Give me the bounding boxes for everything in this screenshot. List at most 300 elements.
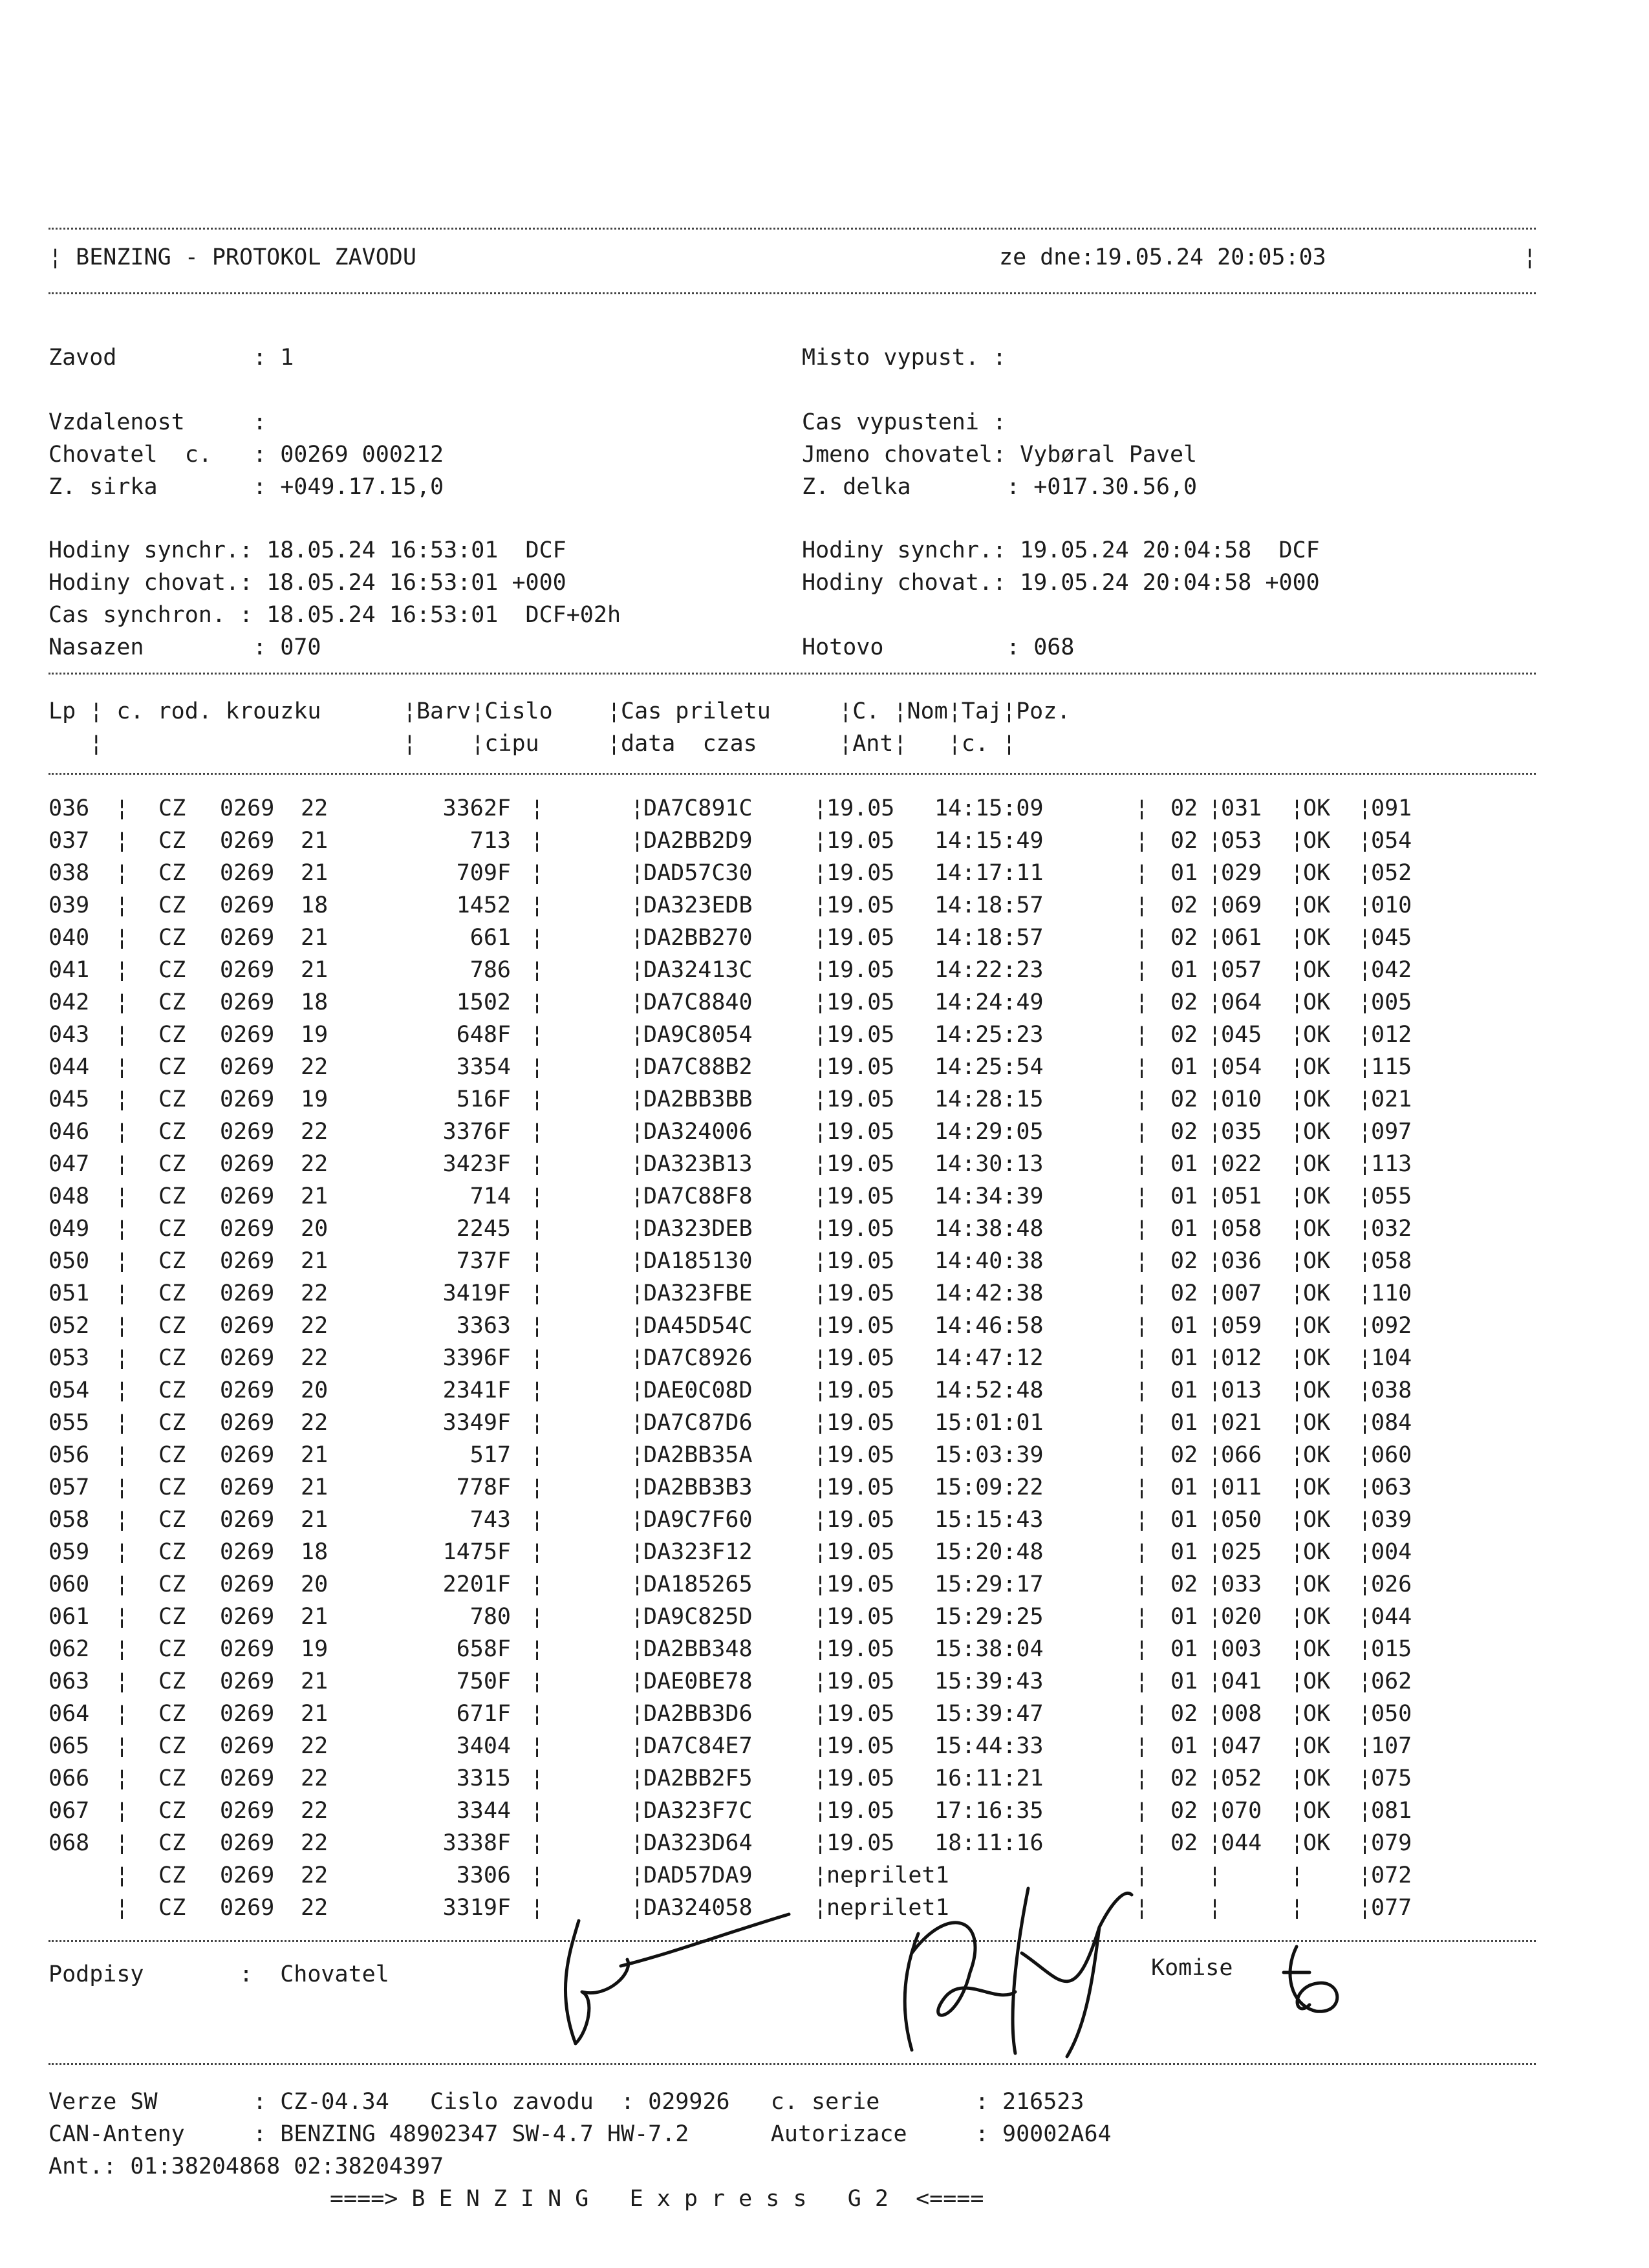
- column-separator: ¦: [1135, 1604, 1149, 1630]
- cell-club: 0269: [220, 1733, 275, 1759]
- cell-ant: 01: [1170, 1345, 1198, 1371]
- cell-club: 0269: [220, 1410, 275, 1436]
- cell-club: 0269: [220, 1539, 275, 1565]
- cell-ant: 01: [1170, 1054, 1198, 1080]
- cell-poz: 063: [1371, 1474, 1412, 1500]
- cell-date: 19.05: [826, 860, 895, 886]
- cell-poz: 072: [1371, 1863, 1412, 1888]
- column-separator: ¦: [1358, 1669, 1372, 1694]
- cell-date: 19.05: [826, 1669, 895, 1694]
- column-separator: ¦: [530, 1248, 544, 1274]
- cell-chip: DA45D54C: [643, 1313, 753, 1339]
- column-separator: ¦: [1135, 1830, 1149, 1856]
- column-separator: ¦: [1135, 1669, 1149, 1694]
- finished-count: Hotovo : 068: [802, 634, 1075, 660]
- cell-year: 22: [301, 1119, 329, 1145]
- cell-year: 21: [301, 1474, 329, 1500]
- cell-country: CZ: [158, 795, 186, 821]
- breeder-signature: [530, 1895, 802, 2063]
- cell-year: 20: [301, 1377, 329, 1403]
- column-separator: ¦: [1358, 860, 1372, 886]
- cell-ring: 750F: [456, 1669, 511, 1694]
- column-separator: ¦: [814, 1474, 828, 1500]
- column-separator: ¦: [630, 795, 645, 821]
- cell-club: 0269: [220, 1216, 275, 1242]
- cell-year: 21: [301, 925, 329, 951]
- cell-ant: 02: [1170, 1086, 1198, 1112]
- cell-country: CZ: [158, 1442, 186, 1468]
- cell-chip: DA185265: [643, 1571, 753, 1597]
- cell-taj: OK: [1303, 1830, 1331, 1856]
- cell-taj: OK: [1303, 1701, 1331, 1727]
- column-separator: ¦: [1358, 828, 1372, 854]
- cell-ant: 01: [1170, 1216, 1198, 1242]
- cell-nom: 007: [1221, 1280, 1262, 1306]
- cell-chip: DA185130: [643, 1248, 753, 1274]
- table-row: [0, 1730, 1649, 1762]
- cell-country: CZ: [158, 1151, 186, 1177]
- distance: Vzdalenost :: [48, 409, 267, 435]
- column-separator: ¦: [630, 1054, 645, 1080]
- column-separator: ¦: [630, 957, 645, 983]
- cell-year: 18: [301, 892, 329, 918]
- cell-year: 21: [301, 957, 329, 983]
- cell-lp: 067: [48, 1798, 90, 1824]
- cell-ring: 658F: [456, 1636, 511, 1662]
- column-separator: ¦: [115, 1086, 129, 1112]
- cell-lp: 049: [48, 1216, 90, 1242]
- column-separator: ¦: [814, 1507, 828, 1533]
- cell-club: 0269: [220, 860, 275, 886]
- column-separator: ¦: [814, 925, 828, 951]
- cell-time: 15:29:17: [934, 1571, 1044, 1597]
- column-separator: ¦: [1135, 1766, 1149, 1791]
- cell-club: 0269: [220, 1895, 275, 1921]
- cell-nom: 036: [1221, 1248, 1262, 1274]
- column-separator: ¦: [530, 1345, 544, 1371]
- column-separator: ¦: [115, 1474, 129, 1500]
- cell-taj: OK: [1303, 1669, 1331, 1694]
- cell-chip: DA2BB270: [643, 925, 753, 951]
- cell-taj: OK: [1303, 1248, 1331, 1274]
- column-separator: ¦: [1208, 1151, 1222, 1177]
- column-separator: ¦: [814, 1377, 828, 1403]
- column-separator: ¦: [630, 989, 645, 1015]
- cell-nom: 066: [1221, 1442, 1262, 1468]
- cell-time: 14:25:23: [934, 1022, 1044, 1048]
- column-separator: ¦: [1208, 957, 1222, 983]
- column-separator: ¦: [1135, 1216, 1149, 1242]
- column-separator: ¦: [1135, 1054, 1149, 1080]
- column-separator: ¦: [1135, 1313, 1149, 1339]
- cell-country: CZ: [158, 1410, 186, 1436]
- cell-date: 19.05: [826, 1054, 895, 1080]
- column-separator: ¦: [1358, 1766, 1372, 1791]
- column-separator: ¦: [1208, 1571, 1222, 1597]
- column-separator: ¦: [814, 1410, 828, 1436]
- column-separator: ¦: [814, 1830, 828, 1856]
- cell-lp: 053: [48, 1345, 90, 1371]
- cell-time: 15:38:04: [934, 1636, 1044, 1662]
- table-row: [0, 1439, 1649, 1471]
- cell-ant: 01: [1170, 1636, 1198, 1662]
- cell-lp: 044: [48, 1054, 90, 1080]
- column-separator: ¦: [1290, 1571, 1304, 1597]
- cell-chip: DA324058: [643, 1895, 753, 1921]
- column-separator: ¦: [1358, 1539, 1372, 1565]
- cell-club: 0269: [220, 1345, 275, 1371]
- cell-year: 19: [301, 1086, 329, 1112]
- cell-date: 19.05: [826, 1119, 895, 1145]
- header-right-bar: ¦: [1523, 244, 1537, 270]
- cell-nom: 020: [1221, 1604, 1262, 1630]
- column-separator: ¦: [115, 828, 129, 854]
- table-row: [0, 1083, 1649, 1116]
- column-separator: ¦: [115, 1345, 129, 1371]
- column-separator: ¦: [1135, 1183, 1149, 1209]
- cell-ring: 3315: [456, 1766, 511, 1791]
- column-separator: ¦: [630, 1636, 645, 1662]
- cell-chip: DA2BB2D9: [643, 828, 753, 854]
- column-separator: ¦: [814, 1733, 828, 1759]
- sync-clock-end: Hodiny synchr.: 19.05.24 20:04:58 DCF: [802, 537, 1320, 563]
- latitude: Z. sirka : +049.17.15,0: [48, 474, 444, 500]
- column-separator: ¦: [1208, 989, 1222, 1015]
- column-separator: ¦: [1135, 1442, 1149, 1468]
- cell-chip: DA323DEB: [643, 1216, 753, 1242]
- cell-country: CZ: [158, 1766, 186, 1791]
- column-separator: ¦: [1208, 1313, 1222, 1339]
- column-separator: ¦: [814, 828, 828, 854]
- column-separator: ¦: [115, 892, 129, 918]
- column-separator: ¦: [630, 1604, 645, 1630]
- column-separator: ¦: [1358, 1216, 1372, 1242]
- column-separator: ¦: [1135, 795, 1149, 821]
- column-separator: ¦: [1135, 1280, 1149, 1306]
- table-row: [0, 1601, 1649, 1633]
- cell-lp: 038: [48, 860, 90, 886]
- cell-ring: 3396F: [442, 1345, 511, 1371]
- cell-ring: 3306: [456, 1863, 511, 1888]
- column-separator: ¦: [115, 1701, 129, 1727]
- cell-poz: 075: [1371, 1766, 1412, 1791]
- cell-lp: 043: [48, 1022, 90, 1048]
- column-separator: ¦: [1135, 957, 1149, 983]
- cell-chip: DA32413C: [643, 957, 753, 983]
- cell-poz: 032: [1371, 1216, 1412, 1242]
- cell-date: 19.05: [826, 1539, 895, 1565]
- cell-date: 19.05: [826, 1183, 895, 1209]
- cell-taj: OK: [1303, 1636, 1331, 1662]
- column-separator: ¦: [115, 989, 129, 1015]
- column-separator: ¦: [1358, 1442, 1372, 1468]
- signatures-label: Podpisy : Chovatel: [48, 1961, 389, 1987]
- cell-time: 14:38:48: [934, 1216, 1044, 1242]
- column-separator: ¦: [530, 1507, 544, 1533]
- header-rule: [48, 292, 1536, 294]
- cell-date: 19.05: [826, 1216, 895, 1242]
- cell-ant: 02: [1170, 828, 1198, 854]
- column-separator: ¦: [530, 1022, 544, 1048]
- cell-nom: 064: [1221, 989, 1262, 1015]
- column-separator: ¦: [1290, 989, 1304, 1015]
- column-separator: ¦: [530, 1280, 544, 1306]
- cell-club: 0269: [220, 1313, 275, 1339]
- column-separator: ¦: [814, 1571, 828, 1597]
- cell-club: 0269: [220, 925, 275, 951]
- cell-chip: DA323FBE: [643, 1280, 753, 1306]
- column-separator: ¦: [1135, 1733, 1149, 1759]
- cell-chip: DA324006: [643, 1119, 753, 1145]
- column-separator: ¦: [115, 1895, 129, 1921]
- column-separator: ¦: [530, 1701, 544, 1727]
- table-row: [0, 986, 1649, 1019]
- cell-taj: OK: [1303, 957, 1331, 983]
- column-separator: ¦: [1290, 1248, 1304, 1274]
- column-separator: ¦: [630, 1345, 645, 1371]
- column-separator: ¦: [630, 1766, 645, 1791]
- column-separator: ¦: [115, 1733, 129, 1759]
- release-time: Cas vypusteni :: [802, 409, 1007, 435]
- cell-ring: 3404: [456, 1733, 511, 1759]
- cell-club: 0269: [220, 1377, 275, 1403]
- cell-chip: DA2BB2F5: [643, 1766, 753, 1791]
- column-separator: ¦: [1135, 1248, 1149, 1274]
- cell-nom: 029: [1221, 860, 1262, 886]
- column-separator: ¦: [814, 1604, 828, 1630]
- cell-date: 19.05: [826, 828, 895, 854]
- column-separator: ¦: [530, 1442, 544, 1468]
- cell-time: 14:17:11: [934, 860, 1044, 886]
- column-separator: ¦: [115, 1377, 129, 1403]
- cell-ring: 3354: [456, 1054, 511, 1080]
- column-separator: ¦: [1290, 795, 1304, 821]
- cell-ring: 1452: [456, 892, 511, 918]
- column-separator: ¦: [1358, 1895, 1372, 1921]
- column-separator: ¦: [1290, 1410, 1304, 1436]
- column-separator: ¦: [115, 1216, 129, 1242]
- cell-date: 19.05: [826, 989, 895, 1015]
- cell-ring: 671F: [456, 1701, 511, 1727]
- cell-lp: 058: [48, 1507, 90, 1533]
- cell-time: 17:16:35: [934, 1798, 1044, 1824]
- column-separator: ¦: [630, 1022, 645, 1048]
- breeder-name: Jmeno chovatel: Vybøral Pavel: [802, 442, 1198, 468]
- cell-ant: 02: [1170, 1798, 1198, 1824]
- cell-club: 0269: [220, 1766, 275, 1791]
- top-rule: [48, 228, 1536, 230]
- table-row: [0, 1536, 1649, 1568]
- column-separator: ¦: [1290, 1345, 1304, 1371]
- cell-poz: 091: [1371, 795, 1412, 821]
- cell-nom: 058: [1221, 1216, 1262, 1242]
- cell-time: 15:20:48: [934, 1539, 1044, 1565]
- column-separator: ¦: [115, 957, 129, 983]
- cell-year: 21: [301, 1183, 329, 1209]
- column-separator: ¦: [115, 1054, 129, 1080]
- cell-year: 20: [301, 1216, 329, 1242]
- cell-date: 19.05: [826, 1766, 895, 1791]
- breeder-clock-end: Hodiny chovat.: 19.05.24 20:04:58 +000: [802, 570, 1320, 596]
- cell-year: 22: [301, 1410, 329, 1436]
- cell-lp: 068: [48, 1830, 90, 1856]
- cell-chip: DA323D64: [643, 1830, 753, 1856]
- column-separator: ¦: [1290, 1151, 1304, 1177]
- column-separator: ¦: [630, 1183, 645, 1209]
- cell-lp: 039: [48, 892, 90, 918]
- column-separator: ¦: [1135, 1507, 1149, 1533]
- cell-time: 14:28:15: [934, 1086, 1044, 1112]
- column-separator: ¦: [1290, 1086, 1304, 1112]
- column-separator: ¦: [630, 1410, 645, 1436]
- cell-lp: 060: [48, 1571, 90, 1597]
- cell-year: 21: [301, 1604, 329, 1630]
- table-row: [0, 1277, 1649, 1310]
- column-separator: ¦: [530, 1798, 544, 1824]
- cell-chip: DA9C7F60: [643, 1507, 753, 1533]
- column-separator: ¦: [1358, 1410, 1372, 1436]
- cell-ring: 3344: [456, 1798, 511, 1824]
- column-separator: ¦: [1208, 1636, 1222, 1662]
- cell-taj: OK: [1303, 1183, 1331, 1209]
- cell-chip: DA7C891C: [643, 795, 753, 821]
- cell-nom: 013: [1221, 1377, 1262, 1403]
- table-row: [0, 1019, 1649, 1051]
- cell-country: CZ: [158, 860, 186, 886]
- cell-time: 14:42:38: [934, 1280, 1044, 1306]
- column-separator: ¦: [1208, 1410, 1222, 1436]
- cell-club: 0269: [220, 892, 275, 918]
- cell-country: CZ: [158, 1313, 186, 1339]
- column-separator: ¦: [115, 1280, 129, 1306]
- cell-lp: 065: [48, 1733, 90, 1759]
- cell-lp: 047: [48, 1151, 90, 1177]
- column-separator: ¦: [1135, 1345, 1149, 1371]
- column-separator: ¦: [1135, 989, 1149, 1015]
- breeder-clock-start: Hodiny chovat.: 18.05.24 16:53:01 +000: [48, 570, 566, 596]
- cell-lp: 063: [48, 1669, 90, 1694]
- column-separator: ¦: [530, 1636, 544, 1662]
- cell-chip: DA9C825D: [643, 1604, 753, 1630]
- cell-taj: OK: [1303, 795, 1331, 821]
- cell-club: 0269: [220, 1863, 275, 1888]
- cell-chip: DA7C8840: [643, 989, 753, 1015]
- cell-poz: 039: [1371, 1507, 1412, 1533]
- cell-nom: 044: [1221, 1830, 1262, 1856]
- column-separator: ¦: [115, 1248, 129, 1274]
- column-separator: ¦: [1290, 1507, 1304, 1533]
- cell-poz: 055: [1371, 1183, 1412, 1209]
- cell-poz: 021: [1371, 1086, 1412, 1112]
- cell-year: 19: [301, 1022, 329, 1048]
- sync-time: Cas synchron. : 18.05.24 16:53:01 DCF+02h: [48, 602, 621, 628]
- cell-ring: 3376F: [442, 1119, 511, 1145]
- table-row: [0, 1568, 1649, 1601]
- cell-chip: DA323F12: [643, 1539, 753, 1565]
- column-separator: ¦: [530, 1669, 544, 1694]
- column-separator: ¦: [1358, 1151, 1372, 1177]
- cell-lp: 041: [48, 957, 90, 983]
- antenna-ids-line: Ant.: 01:38204868 02:38204397: [48, 2154, 444, 2179]
- cell-time: 16:11:21: [934, 1766, 1044, 1791]
- cell-chip: DA7C87D6: [643, 1410, 753, 1436]
- cell-lp: 040: [48, 925, 90, 951]
- cell-poz: 042: [1371, 957, 1412, 983]
- cell-country: CZ: [158, 1701, 186, 1727]
- cell-country: CZ: [158, 1636, 186, 1662]
- cell-date: 19.05: [826, 1733, 895, 1759]
- cell-year: 22: [301, 1345, 329, 1371]
- cell-country: CZ: [158, 1863, 186, 1888]
- cell-year: 22: [301, 1766, 329, 1791]
- cell-ring: 3319F: [442, 1895, 511, 1921]
- cell-club: 0269: [220, 828, 275, 854]
- cell-nom: 011: [1221, 1474, 1262, 1500]
- cell-time: 14:22:23: [934, 957, 1044, 983]
- cell-club: 0269: [220, 1248, 275, 1274]
- cell-time: 15:09:22: [934, 1474, 1044, 1500]
- cell-date: 19.05: [826, 1830, 895, 1856]
- cell-country: CZ: [158, 1669, 186, 1694]
- column-separator: ¦: [1208, 1086, 1222, 1112]
- column-separator: ¦: [1358, 1507, 1372, 1533]
- cell-chip: DA323B13: [643, 1151, 753, 1177]
- column-separator: ¦: [1290, 957, 1304, 983]
- cell-year: 22: [301, 1863, 329, 1888]
- cell-taj: OK: [1303, 1604, 1331, 1630]
- cell-time: 15:15:43: [934, 1507, 1044, 1533]
- column-separator: ¦: [115, 1183, 129, 1209]
- column-separator: ¦: [1135, 1119, 1149, 1145]
- column-separator: ¦: [1135, 1571, 1149, 1597]
- cell-poz: 015: [1371, 1636, 1412, 1662]
- column-separator: ¦: [530, 1119, 544, 1145]
- cell-date: 19.05: [826, 1086, 895, 1112]
- cell-taj: OK: [1303, 1410, 1331, 1436]
- table-row: [0, 1407, 1649, 1439]
- column-separator: ¦: [530, 989, 544, 1015]
- column-separator: ¦: [115, 1766, 129, 1791]
- table-row: [0, 825, 1649, 857]
- column-separator: ¦: [115, 1507, 129, 1533]
- cell-nom: 069: [1221, 892, 1262, 918]
- column-separator: ¦: [530, 1410, 544, 1436]
- cell-time: 14:25:54: [934, 1054, 1044, 1080]
- cell-chip: DA7C88B2: [643, 1054, 753, 1080]
- column-separator: ¦: [530, 860, 544, 886]
- cell-chip: DA7C8926: [643, 1345, 753, 1371]
- cell-country: CZ: [158, 1345, 186, 1371]
- column-separator: ¦: [1290, 1539, 1304, 1565]
- table-header-rule: [48, 773, 1536, 775]
- column-separator: ¦: [1135, 828, 1149, 854]
- column-separator: ¦: [630, 1571, 645, 1597]
- cell-ring: 780: [469, 1604, 511, 1630]
- cell-nom: 051: [1221, 1183, 1262, 1209]
- table-row: [0, 1374, 1649, 1407]
- column-separator: ¦: [1208, 1280, 1222, 1306]
- cell-country: CZ: [158, 892, 186, 918]
- cell-chip: DA2BB3D6: [643, 1701, 753, 1727]
- cell-taj: OK: [1303, 1733, 1331, 1759]
- column-separator: ¦: [630, 1313, 645, 1339]
- cell-ant: 02: [1170, 1119, 1198, 1145]
- column-separator: ¦: [630, 1733, 645, 1759]
- cell-date: 19.05: [826, 1345, 895, 1371]
- table-row: [0, 1795, 1649, 1827]
- cell-nom: 033: [1221, 1571, 1262, 1597]
- cell-ring: 3419F: [442, 1280, 511, 1306]
